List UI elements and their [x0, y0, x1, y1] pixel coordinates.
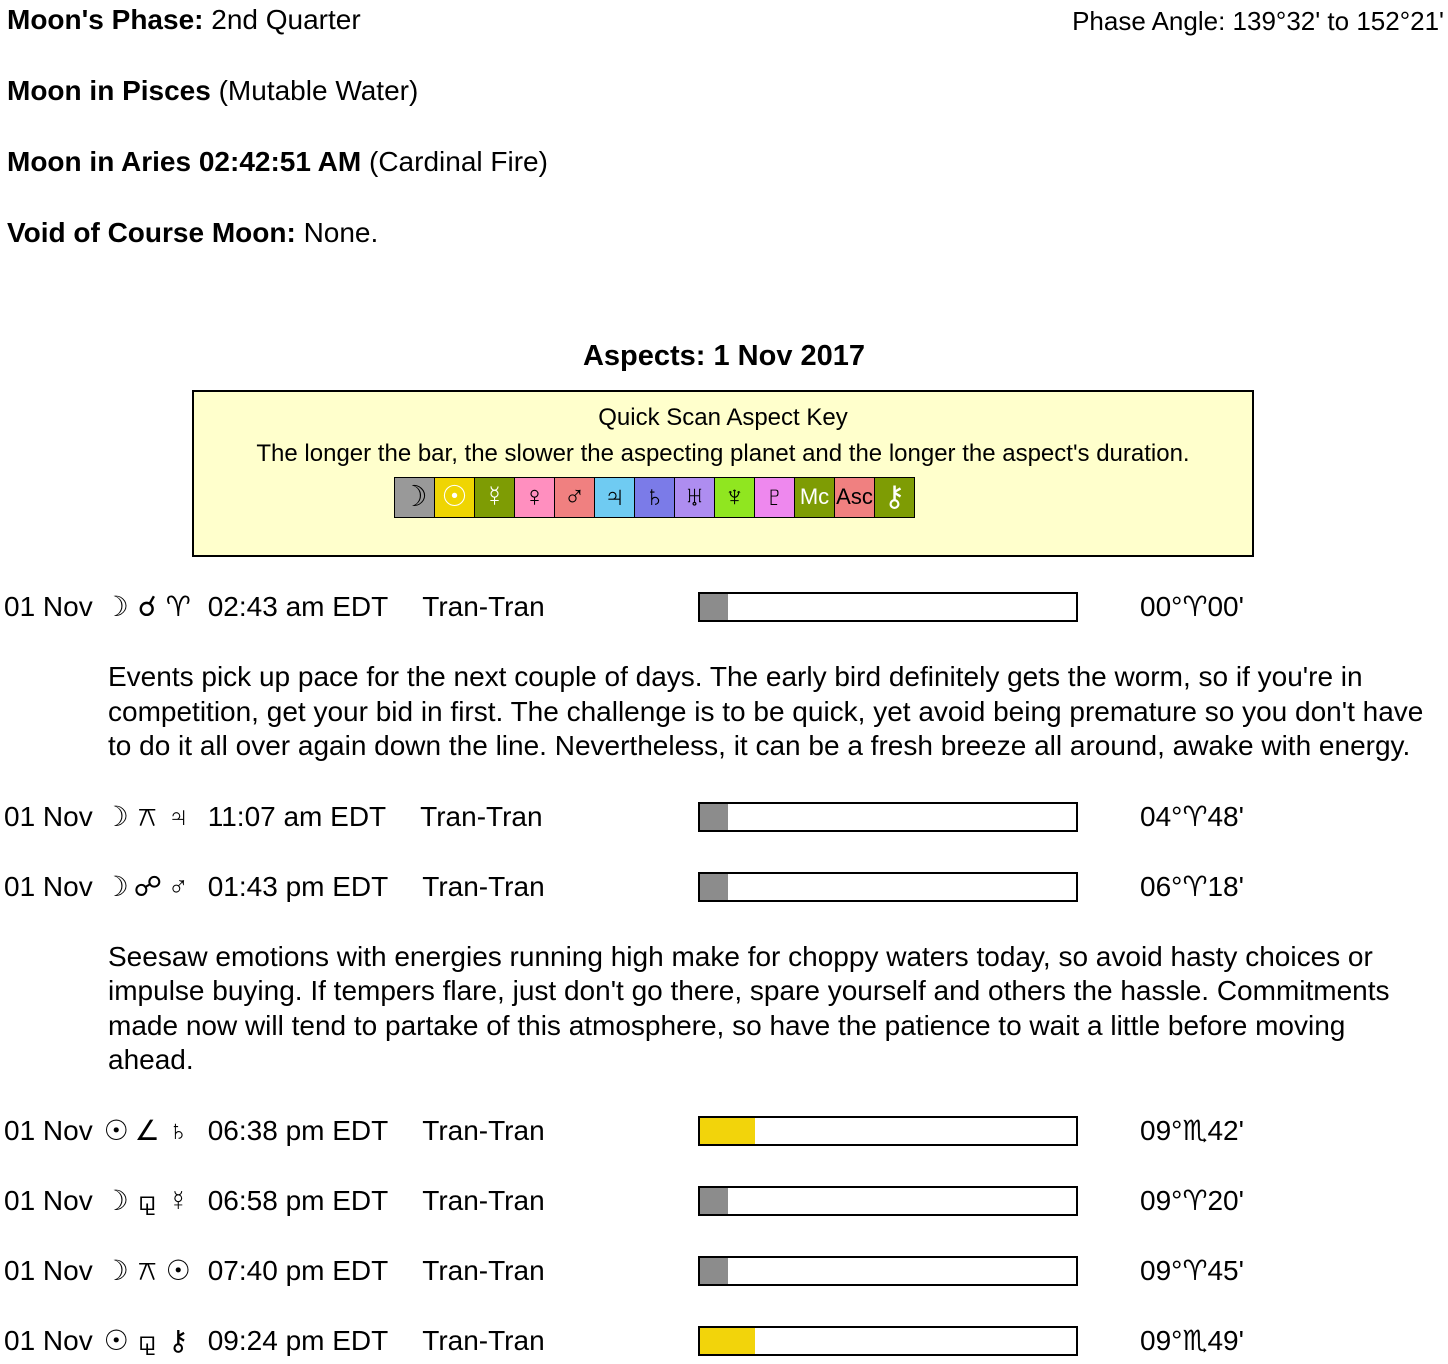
aspect-row: [0, 1184, 1448, 1224]
aspect-degree: 04°♈48': [1140, 800, 1244, 832]
planet-key-neptune-icon: ♆: [714, 477, 755, 518]
aspect-date: 01 Nov: [4, 1114, 93, 1146]
void-of-course-value: None.: [303, 217, 379, 248]
jupiter-icon: ♃: [167, 800, 189, 832]
aspect-row-left: [4, 800, 543, 834]
void-of-course-line: [7, 218, 1448, 247]
duration-bar: [698, 1186, 1078, 1216]
phase-angle-label: Phase Angle:: [1072, 6, 1226, 36]
sun-icon: ☉: [165, 1254, 191, 1286]
duration-bar: [698, 1116, 1078, 1146]
duration-bar-fill: [700, 1188, 728, 1214]
moon-phase-label: Moon's Phase:: [7, 4, 204, 35]
planet-key-mc-icon: Mc: [794, 477, 835, 518]
aspect-degree: 09°♏42': [1140, 1114, 1244, 1146]
aspect-degree: 00°♈00': [1140, 591, 1244, 622]
aspect-row-left: [4, 590, 545, 624]
planet-key-saturn-icon: ♄: [634, 477, 675, 518]
duration-bar-fill: [700, 874, 728, 900]
aspect-time: 06:58 pm EDT: [207, 1184, 389, 1216]
mars-icon: ♂: [167, 870, 189, 902]
aspect-time: 07:40 pm EDT: [207, 1254, 389, 1286]
sun-icon: ☉: [103, 1324, 129, 1356]
aspect-type: Tran-Tran: [422, 870, 545, 902]
moon-icon: ☽: [103, 1184, 129, 1216]
moon-sign-label: Moon in Pisces: [7, 75, 211, 106]
opposition-icon: ☍: [133, 870, 163, 902]
moon-icon: ☽: [103, 1254, 129, 1286]
aspect-time: 02:43 am EDT: [207, 591, 389, 622]
sesquiquadrate-icon: ⚼: [137, 1324, 157, 1356]
aspect-row-left: [4, 870, 545, 904]
aspect-type: Tran-Tran: [422, 591, 545, 622]
void-of-course-label: Void of Course Moon:: [7, 217, 296, 248]
aspect-degree: 06°♈18': [1140, 870, 1244, 902]
aries-icon: ♈: [165, 591, 191, 622]
moon-ingress-quality: (Cardinal Fire): [369, 146, 548, 177]
phase-angle-value: 139°32' to 152°21': [1232, 6, 1444, 36]
moon-sign-line: [7, 76, 1448, 105]
moon-status-header: [0, 0, 1448, 247]
planet-key-pluto-icon: ♇: [754, 477, 795, 518]
aspect-time: 11:07 am EDT: [207, 800, 387, 832]
aspect-row: [0, 1114, 1448, 1154]
aspect-type: Tran-Tran: [422, 1114, 545, 1146]
planet-key-mercury-icon: ☿: [474, 477, 515, 518]
quincunx-icon: ⚻: [137, 1254, 157, 1286]
duration-bar-fill: [700, 1118, 755, 1144]
duration-bar-fill: [700, 804, 728, 830]
aspect-key-title: Quick Scan Aspect Key: [598, 404, 848, 431]
aspect-time: 01:43 pm EDT: [207, 870, 389, 902]
aspect-date: 01 Nov: [4, 1184, 93, 1216]
moon-icon: ☽: [103, 800, 129, 832]
aspect-degree: 09°♏49': [1140, 1324, 1244, 1356]
duration-bar-fill: [700, 1328, 755, 1354]
aspect-type: Tran-Tran: [422, 1254, 545, 1286]
planet-key-uranus-icon: ♅: [674, 477, 715, 518]
duration-bar: [698, 592, 1078, 622]
saturn-icon: ♄: [167, 1114, 189, 1146]
duration-bar-fill: [700, 594, 728, 620]
sun-icon: ☉: [103, 1114, 129, 1146]
moon-ingress-label: Moon in Aries 02:42:51 AM: [7, 146, 362, 177]
aspect-list: [0, 590, 1448, 1364]
aspect-degree: 09°♈45': [1140, 1254, 1244, 1286]
duration-bar: [698, 1256, 1078, 1286]
aspect-row: [0, 870, 1448, 910]
aspect-key-box: [192, 390, 1254, 557]
aspect-date: 01 Nov: [4, 591, 93, 622]
semisquare-icon: ∠: [134, 1114, 160, 1146]
aspect-time: 06:38 pm EDT: [207, 1114, 389, 1146]
duration-bar: [698, 872, 1078, 902]
aspect-date: 01 Nov: [4, 870, 93, 902]
duration-bar: [698, 802, 1078, 832]
planet-key-moon-icon: ☽: [394, 477, 435, 518]
aspect-description: Seesaw emotions with energies running high make for choppy waters today, so avoid hasty choices or impulse buying. If tempers flare, just don't go there, spare yourself and others the hassle. Commitments made now will tend to partake of this atmosphere, so have the patience to wait a little before moving ahead.: [108, 940, 1390, 1075]
mercury-icon: ☿: [167, 1184, 189, 1216]
duration-bar: [698, 1326, 1078, 1356]
planet-key-venus-icon: ♀: [514, 477, 555, 518]
planet-key-asc-icon: Asc: [834, 477, 875, 518]
moon-phase-value: 2nd Quarter: [211, 4, 361, 35]
duration-bar-fill: [700, 1258, 728, 1284]
chiron-icon: ⚷: [167, 1324, 189, 1356]
aspect-row-left: [4, 1254, 545, 1288]
planet-key-mars-icon: ♂: [554, 477, 595, 518]
planet-key-strip: [394, 477, 1252, 518]
aspect-time: 09:24 pm EDT: [207, 1324, 389, 1356]
aspect-date: 01 Nov: [4, 800, 93, 832]
planet-key-jupiter-icon: ♃: [594, 477, 635, 518]
moon-sign-quality: (Mutable Water): [218, 75, 419, 106]
sesquiquadrate-icon: ⚼: [137, 1184, 157, 1216]
phase-angle: [1072, 7, 1444, 36]
planet-key-chiron-icon: ⚷: [874, 477, 915, 518]
aspect-row: [0, 1254, 1448, 1294]
planet-key-sun-icon: ☉: [434, 477, 475, 518]
moon-icon: ☽: [103, 870, 129, 902]
aspect-key-subtitle: The longer the bar, the slower the aspecting planet and the longer the aspect's duration.: [256, 440, 1190, 467]
aspect-type: Tran-Tran: [420, 800, 543, 832]
conjunction-icon: ☌: [137, 591, 157, 622]
aspect-row: [0, 590, 1448, 630]
quincunx-icon: ⚻: [137, 800, 157, 832]
aspect-type: Tran-Tran: [422, 1324, 545, 1356]
aspects-heading: Aspects: 1 Nov 2017: [582, 340, 866, 372]
aspect-degree: 09°♈20': [1140, 1184, 1244, 1216]
aspect-date: 01 Nov: [4, 1254, 93, 1286]
aspect-row-left: [4, 1324, 545, 1358]
moon-phase-line: [7, 5, 1448, 34]
aspect-row: [0, 800, 1448, 840]
moon-icon: ☽: [103, 591, 129, 622]
aspect-date: 01 Nov: [4, 1324, 93, 1356]
aspect-row-left: [4, 1184, 545, 1218]
aspect-type: Tran-Tran: [422, 1184, 545, 1216]
aspect-row-left: [4, 1114, 545, 1148]
moon-ingress-line: [7, 147, 1448, 176]
aspect-description: Events pick up pace for the next couple of days. The early bird definitely gets the worm, so if you're in competition, get your bid in first. The challenge is to be quick, yet avoid being premature so you don't have to do it all over again down the line. Nevertheless, it can be a fresh breeze all around, awake with energy.: [108, 661, 1424, 761]
